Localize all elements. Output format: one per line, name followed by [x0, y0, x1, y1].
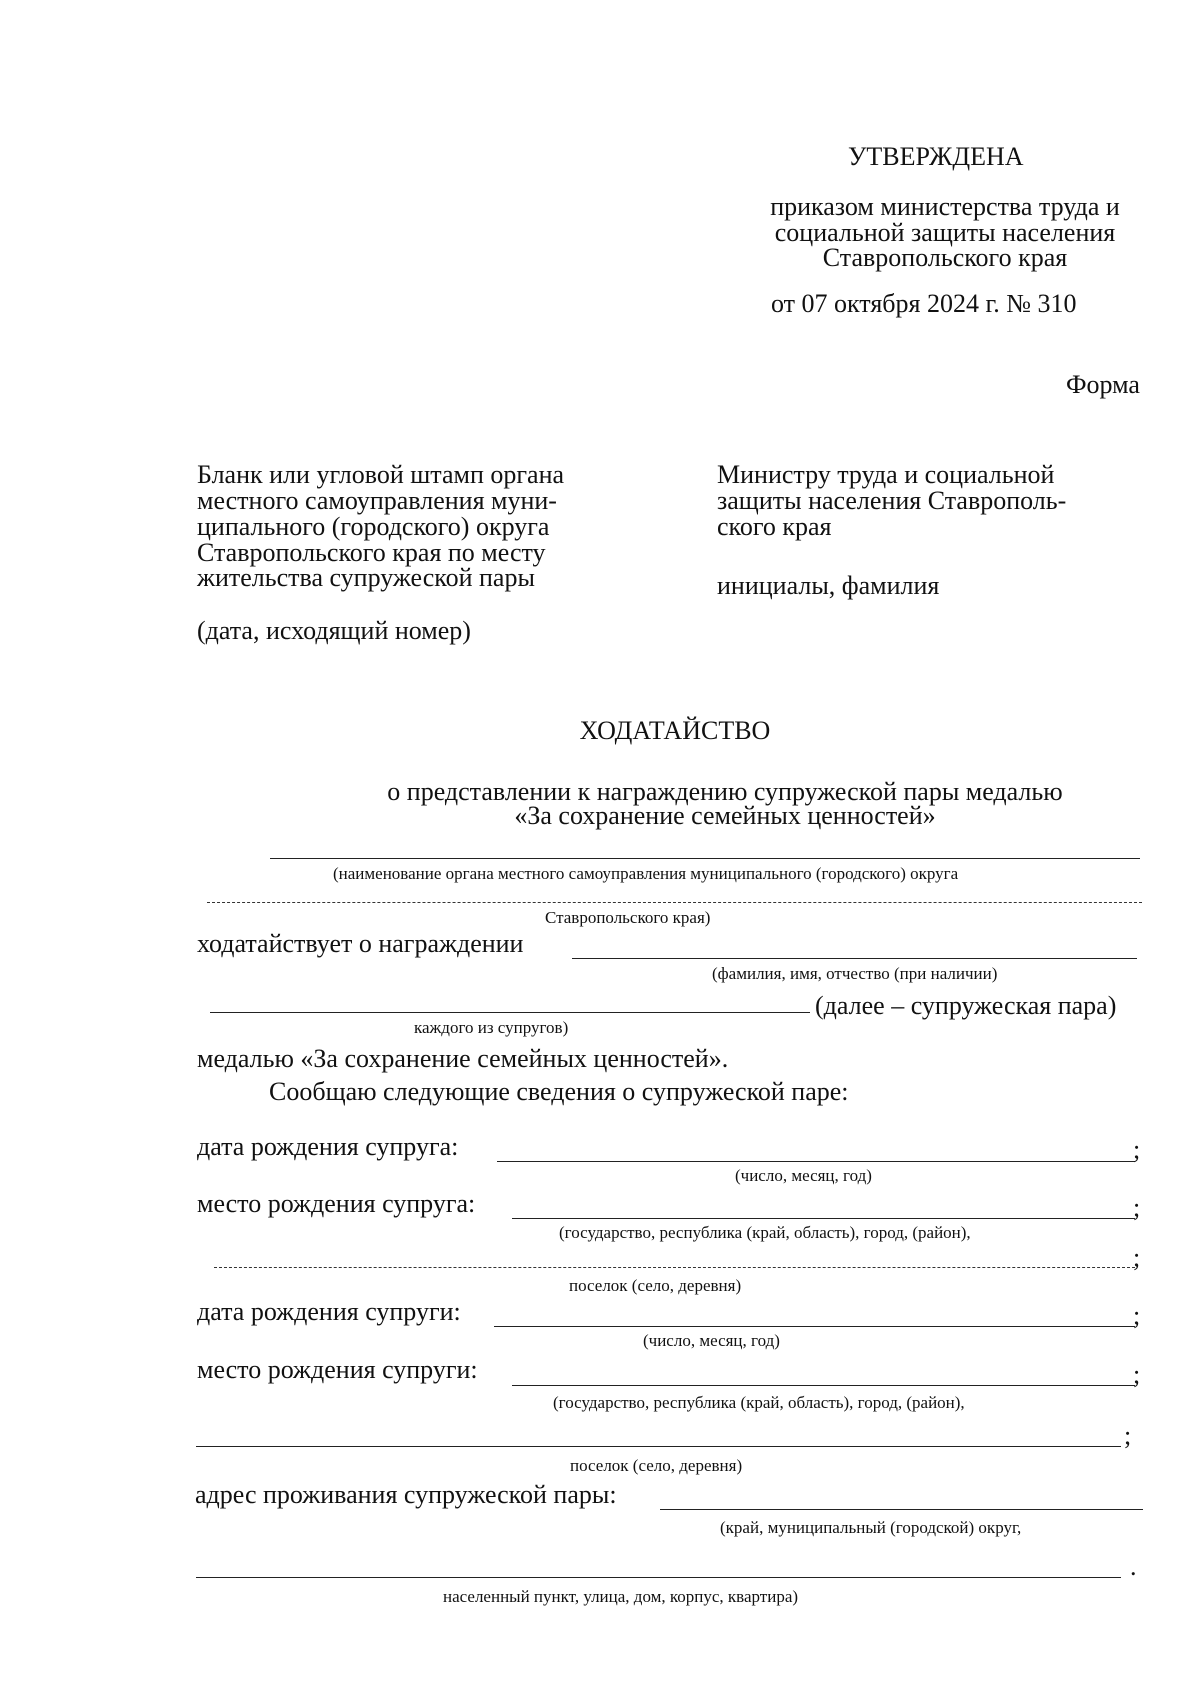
wife-birth-date-field-line[interactable] [494, 1326, 1135, 1327]
wife-birth-date-hint: (число, месяц, год) [643, 1331, 780, 1350]
approval-order-line-3: Ставропольского края [822, 243, 1068, 272]
org-name-hint-1: (наименование органа местного самоуправления муниципального (городского) округа [333, 864, 959, 883]
approval-heading: УТВЕРЖДЕНА [848, 142, 1024, 171]
address-label: адрес проживания супружеской пары: [195, 1480, 617, 1509]
petitions-label: ходатайствует о награждении [197, 929, 524, 958]
husband-birth-place-hint-2: поселок (село, деревня) [569, 1276, 742, 1295]
husband-birth-place-semicolon-2: ; [1133, 1243, 1141, 1272]
address-period: . [1130, 1552, 1137, 1581]
info-intro: Сообщаю следующие сведения о супружеской паре: [269, 1077, 849, 1106]
address-hint: (край, муниципальный (городской) округ, [720, 1518, 1022, 1537]
wife-birth-place-field-line-2[interactable] [196, 1446, 1121, 1447]
couple-fio-field-line-2[interactable] [210, 1012, 810, 1013]
address-field-line[interactable] [660, 1509, 1143, 1510]
couple-fio-hint-2: каждого из супругов) [414, 1018, 569, 1037]
org-name-field-line[interactable] [270, 858, 1140, 859]
husband-birth-place-field-line-2[interactable] [214, 1267, 1135, 1268]
wife-birth-place-hint: (государство, республика (край, область), город, (район), [553, 1393, 965, 1412]
address-field-line-2[interactable] [196, 1577, 1121, 1578]
address-hint-2: населенный пункт, улица, дом, корпус, квартира) [443, 1587, 799, 1606]
wife-birth-place-semicolon: ; [1133, 1360, 1141, 1389]
recipient-line-3: ского края [717, 512, 832, 541]
husband-birth-place-label: место рождения супруга: [197, 1189, 476, 1218]
left-block-line-5: жительства супружеской пары [197, 563, 535, 592]
recipient-initials: инициалы, фамилия [717, 571, 940, 600]
form-label: Форма [1066, 370, 1140, 399]
left-block-line-3: ципального (городского) округа [197, 512, 550, 541]
wife-birth-place-label: место рождения супруги: [197, 1355, 478, 1384]
couple-suffix: (далее – супружеская пара) [815, 991, 1117, 1020]
husband-birth-date-hint: (число, месяц, год) [735, 1166, 872, 1185]
wife-birth-place-field-line[interactable] [512, 1385, 1135, 1386]
org-name-hint-2: Ставропольского края) [545, 908, 711, 927]
husband-birth-place-hint: (государство, республика (край, область), город, (район), [559, 1223, 971, 1242]
husband-birth-date-field-line[interactable] [497, 1161, 1135, 1162]
husband-birth-place-field-line[interactable] [512, 1218, 1135, 1219]
left-block-line-2: местного самоуправления муни- [197, 486, 557, 515]
husband-birth-place-semicolon: ; [1133, 1193, 1141, 1222]
recipient-line-2: защиты населения Ставрополь- [717, 486, 1067, 515]
couple-fio-field-line[interactable] [572, 958, 1137, 959]
approval-order-line-2: социальной защиты населения [774, 218, 1116, 247]
document-subtitle-line-2: «За сохранение семейных ценностей» [514, 801, 936, 830]
org-name-field-line-2[interactable] [207, 902, 1142, 903]
wife-birth-place-hint-2: поселок (село, деревня) [570, 1456, 743, 1475]
couple-fio-hint-1: (фамилия, имя, отчество (при наличии) [712, 964, 998, 983]
document-subtitle-line-1: о представлении к награждению супружеской пары медалью [387, 777, 1063, 806]
husband-birth-date-label: дата рождения супруга: [197, 1132, 459, 1161]
wife-birth-date-label: дата рождения супруги: [197, 1297, 461, 1326]
left-block-line-1: Бланк или угловой штамп органа [197, 460, 565, 489]
approval-order-line-1: приказом министерства труда и [770, 192, 1120, 221]
date-outgoing-number-note: (дата, исходящий номер) [197, 616, 471, 645]
husband-birth-date-semicolon: ; [1133, 1135, 1141, 1164]
document-title: ХОДАТАЙСТВО [579, 716, 771, 745]
approval-date-line: от 07 октября 2024 г. № 310 [771, 289, 1077, 318]
wife-birth-place-semicolon-2: ; [1124, 1421, 1132, 1450]
left-block-line-4: Ставропольского края по месту [197, 538, 546, 567]
wife-birth-date-semicolon: ; [1133, 1301, 1141, 1330]
medal-line: медалью «За сохранение семейных ценностей». [197, 1044, 729, 1073]
recipient-line-1: Министру труда и социальной [717, 460, 1055, 489]
